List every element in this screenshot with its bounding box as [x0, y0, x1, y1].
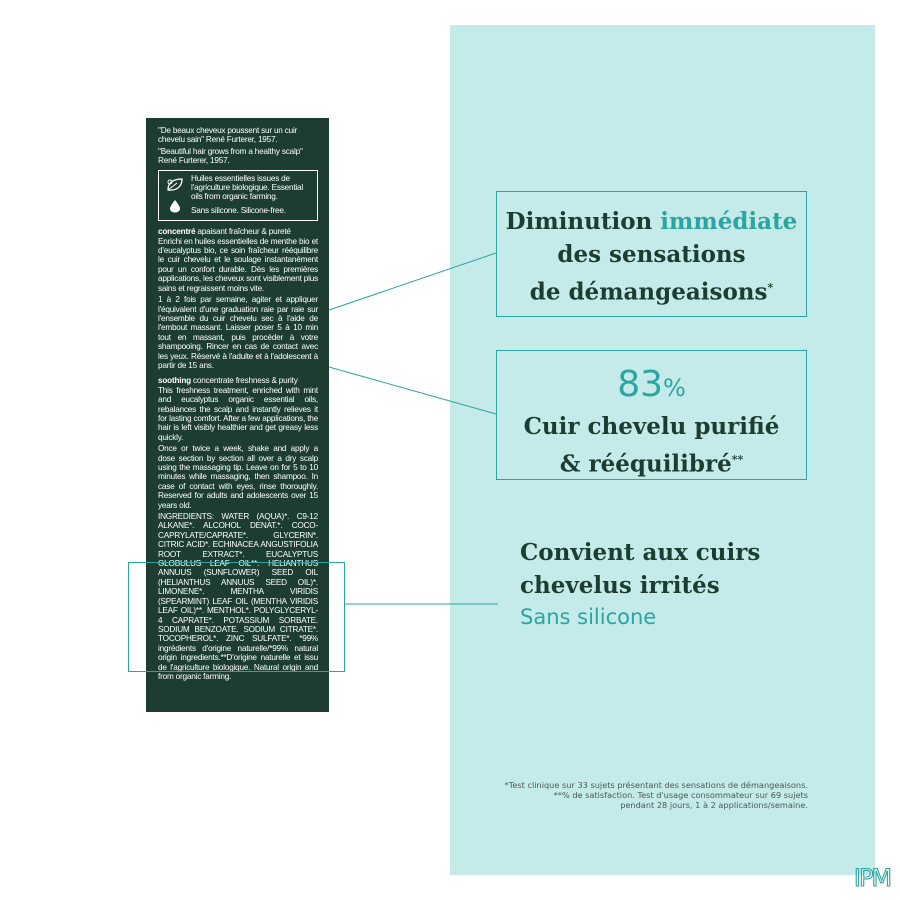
en-heading: soothing: [158, 376, 191, 386]
footnote-1: *Test clinique sur 33 sujets présentant des sensations de démangeaisons.: [504, 780, 808, 790]
en-description: soothing concentrate freshness & purity This freshness treatment, enriched with mint and eucalyptus organic essential oils, rebalances the scalp and instantly relieves it for lasting comfort. After a few applications, the hair is left visibly healthier and get greasy less quickly.: [158, 376, 318, 442]
en-usage: Once or twice a week, shake and apply a dose section by section all over a dry scalp using the massaging tip. Leave on for 5 to 10 minutes while massaging, then shampoo. In case of contact with eyes, rinse thoroughly. Reserved for adults and adolescents over 15 years old.: [158, 444, 318, 510]
claim1-line1: Diminution immédiate: [505, 208, 798, 235]
fr-description: concentré apaisant fraîcheur & pureté Enrichi en huiles essentielles de menthe bio et d'eucalyptus bio, ce soin fraîcheur rééquilibre le cuir chevelu et le soulage instantanément pour un confort durable. Dès les premières applications, les cheveux sont visiblement plus sains et regraissent moins vite.: [158, 227, 318, 293]
claim2-line1: Cuir chevelu purifié: [523, 413, 780, 440]
fr-heading: concentré: [158, 227, 196, 237]
ingredients-highlight-frame: [128, 562, 345, 672]
claim-irritated-scalps: [520, 536, 860, 632]
ingredients-list: INGREDIENTS: WATER (AQUA)*. C9-12 ALKANE*. ALCOHOL DENAT.*. COCO-CAPRYLATE/CAPRATE*. GLYCERIN*. CITRIC ACID*. ECHINACEA ANGUSTIFOLIA ROOT EXTRACT*. EUCALYPTUS GLOBULUS LEAF OIL**. HELIANTHUS ANNUUS (SUNFLOWER) SEED OIL (HELIANTHUS ANNUUS SEED OIL)*. LIMONENE*. MENTHA VIRIDIS (SPEARMINT) LEAF OIL (MENTHA VIRIDIS LEAF OIL)**. MENTHOL*. POLYGLYCERYL-4 CAPRATE*. POTASSIUM SORBATE. SODIUM BENZOATE. SODIUM CITRATE*. TOCOPHEROL*. ZINC SULFATE*. *99% ingrédients d'origine naturelle/*99% natural origin ingredients.**D'origine naturelle et issu de l'agriculture biologique. Natural origin and from organic farming.: [158, 512, 318, 681]
claim3-line2: chevelus irrités: [520, 572, 720, 599]
logo-text: IPM: [853, 864, 891, 890]
organic-oils-box: [158, 170, 318, 222]
fr-usage: 1 à 2 fois par semaine, agiter et appliquer l'équivalent d'une graduation raie par raie sur l'ensemble du cuir chevelu sec à l'aide de l'embout massant. Laisser poser 5 à 10 min tout en massant, puis procéder à votre shampooing. Rincer en cas de contact avec les yeux. Réservé à l'adulte et à l'adolescent à partir de 15 ans.: [158, 295, 318, 370]
ipm-logo-icon: [852, 862, 892, 890]
claim-scalp-purified: [496, 350, 807, 480]
quote-en: "Beautiful hair grows from a healthy scalp" René Furterer, 1957.: [158, 146, 303, 166]
footnote-3: pendant 28 jours, 1 à 2 applications/semaine.: [620, 800, 808, 810]
claim3-line1: Convient aux cuirs: [520, 539, 761, 566]
silicone-free-claim: Sans silicone: [520, 605, 657, 629]
quote-fr: "De beaux cheveux poussent sur un cuir chevelu sain" René Furterer, 1957.: [158, 126, 298, 145]
satisfaction-percentage: 83%: [617, 364, 686, 405]
claim1-line3: de démangeaisons*: [529, 278, 774, 306]
droplet-icon: [169, 199, 181, 213]
claim2-line2: & rééquilibré**: [559, 450, 744, 478]
silicone-free-text: Sans silicone. Silicone-free.: [191, 205, 286, 215]
organic-oils-text: Huiles essentielles issues de l'agriculture biologique. Essential oils from organic farming.: [191, 173, 303, 202]
leaf-icon: [165, 177, 185, 193]
claim-itching-reduction: [496, 191, 807, 317]
claim1-line2: des sensations: [557, 241, 746, 268]
footnote-2: **% de satisfaction. Test d'usage consommateur sur 69 sujets: [553, 790, 808, 800]
footnotes: [408, 780, 808, 810]
